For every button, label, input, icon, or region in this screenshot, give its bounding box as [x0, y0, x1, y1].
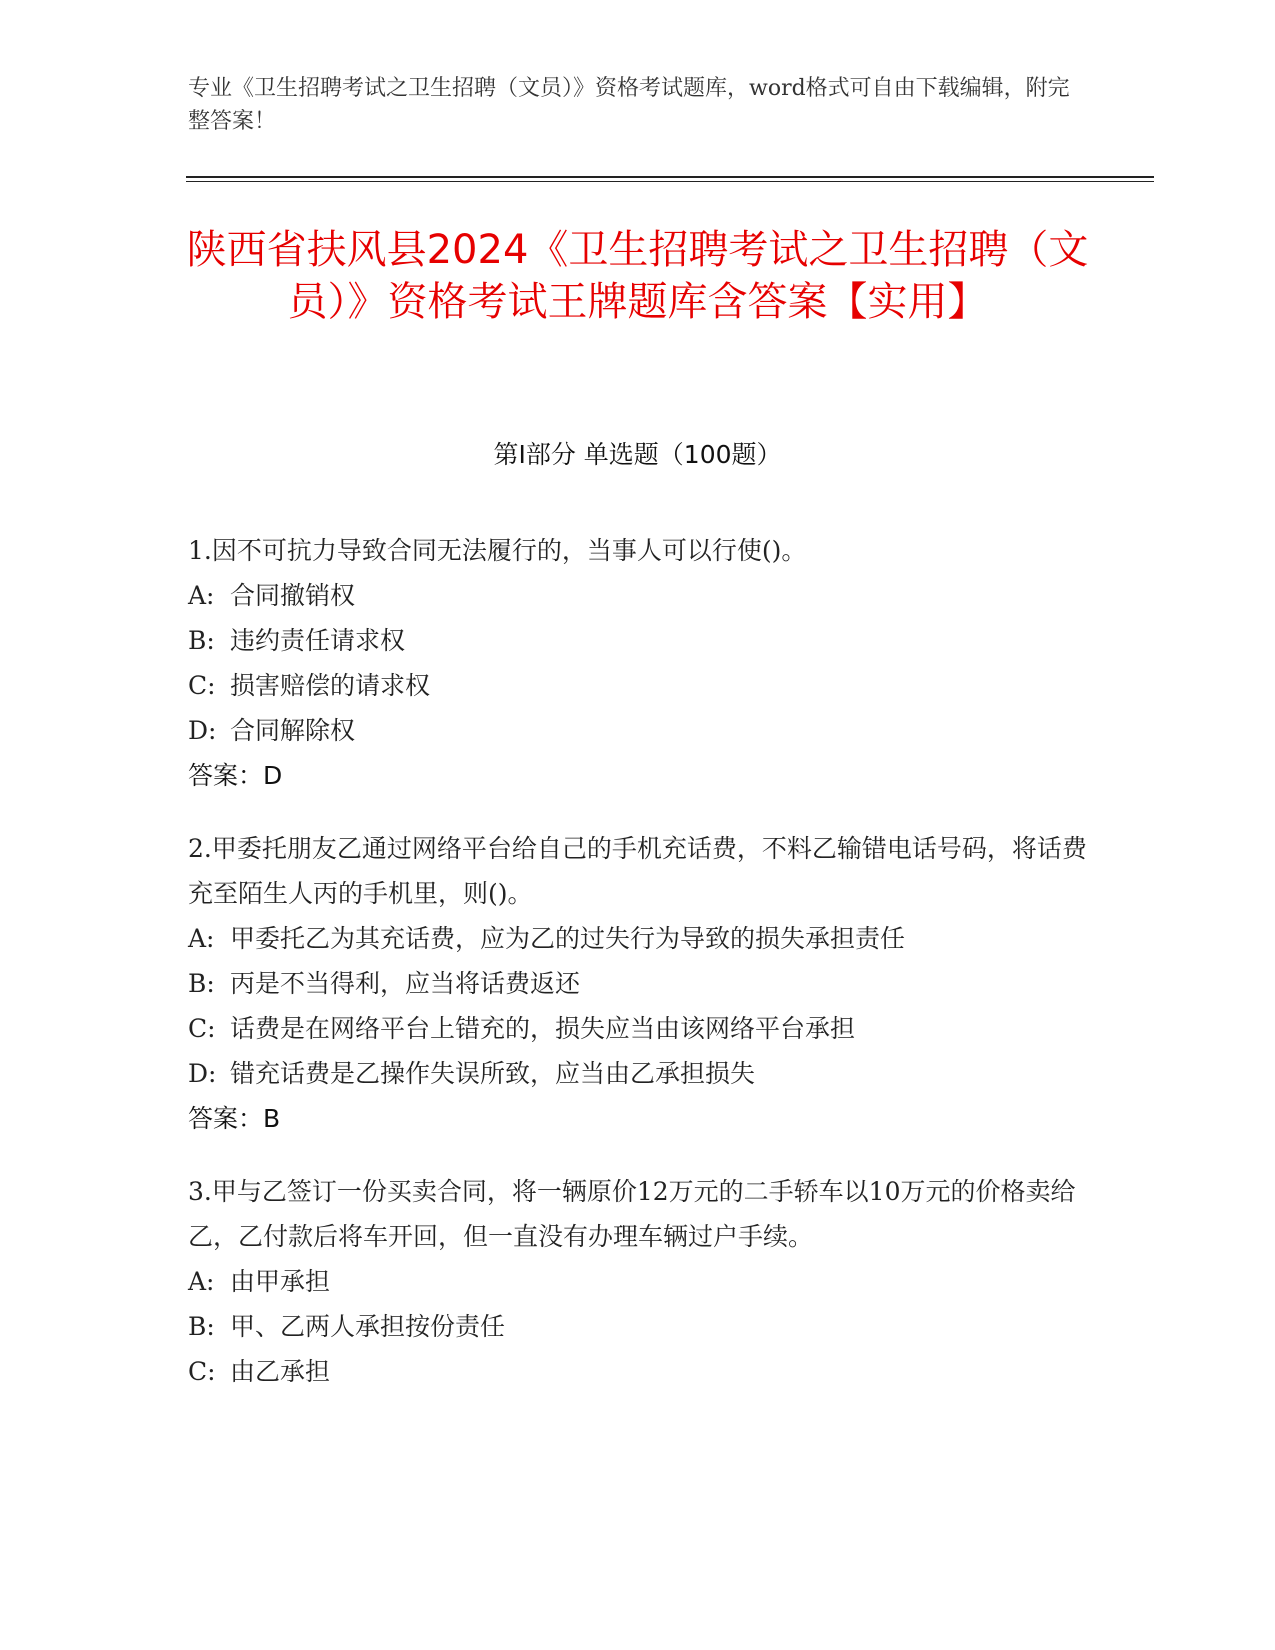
header-divider-thick	[186, 176, 1154, 178]
question-3	[188, 1169, 1088, 1394]
section-heading: 第I部分 单选题（100题）	[493, 440, 782, 469]
option-text: 话费是在网络平台上错充的，损失应当由该网络平台承担	[230, 1014, 856, 1043]
option-b	[188, 618, 1088, 663]
option-a	[188, 573, 1088, 618]
question-stem: 2.甲委托朋友乙通过网络平台给自己的手机充话费，不料乙输错电话号码，将话费充至陌生人丙的手机里，则()。	[188, 834, 1087, 908]
question-answer: 答案：D	[188, 761, 283, 790]
question-1	[188, 528, 1088, 798]
option-letter: A:	[188, 924, 215, 953]
option-letter: B:	[188, 969, 215, 998]
question-stem: 3.甲与乙签订一份买卖合同，将一辆原价12万元的二手轿车以10万元的价格卖给乙，乙付款后将车开回，但一直没有办理车辆过户手续。	[188, 1177, 1076, 1251]
option-d	[188, 708, 1088, 753]
option-letter: A:	[188, 1267, 215, 1296]
option-letter: C:	[188, 1014, 216, 1043]
option-text: 合同解除权	[230, 716, 356, 745]
option-text: 合同撤销权	[230, 581, 356, 610]
option-c	[188, 1006, 1088, 1051]
option-c	[188, 663, 1088, 708]
option-letter: B:	[188, 1312, 215, 1341]
option-letter: C:	[188, 1357, 216, 1386]
option-letter: C:	[188, 671, 216, 700]
question-answer: 答案：B	[188, 1104, 281, 1133]
option-letter: B:	[188, 626, 215, 655]
option-text: 由乙承担	[230, 1357, 331, 1386]
option-text: 甲、乙两人承担按份责任	[230, 1312, 506, 1341]
option-c	[188, 1349, 1088, 1394]
option-b	[188, 961, 1088, 1006]
option-a	[188, 1259, 1088, 1304]
option-text: 由甲承担	[230, 1267, 331, 1296]
question-stem: 1.因不可抗力导致合同无法履行的，当事人可以行使()。	[188, 536, 807, 565]
option-b	[188, 1304, 1088, 1349]
option-letter: D:	[188, 716, 217, 745]
question-2	[188, 826, 1088, 1141]
option-letter: A:	[188, 581, 215, 610]
option-text: 违约责任请求权	[230, 626, 406, 655]
header-divider-thin	[186, 181, 1154, 182]
option-text: 丙是不当得利，应当将话费返还	[230, 969, 581, 998]
option-d	[188, 1051, 1088, 1096]
option-text: 甲委托乙为其充话费，应为乙的过失行为导致的损失承担责任	[230, 924, 906, 953]
option-text: 错充话费是乙操作失误所致，应当由乙承担损失	[230, 1059, 756, 1088]
question-list	[188, 528, 1088, 1422]
option-letter: D:	[188, 1059, 217, 1088]
option-a	[188, 916, 1088, 961]
option-text: 损害赔偿的请求权	[230, 671, 431, 700]
header-note: 专业《卫生招聘考试之卫生招聘（文员）》资格考试题库，word格式可自由下载编辑，附完整答案！	[188, 76, 1070, 134]
document-title: 陕西省扶风县2024《卫生招聘考试之卫生招聘（文员）》资格考试王牌题库含答案【实用】	[186, 227, 1089, 325]
